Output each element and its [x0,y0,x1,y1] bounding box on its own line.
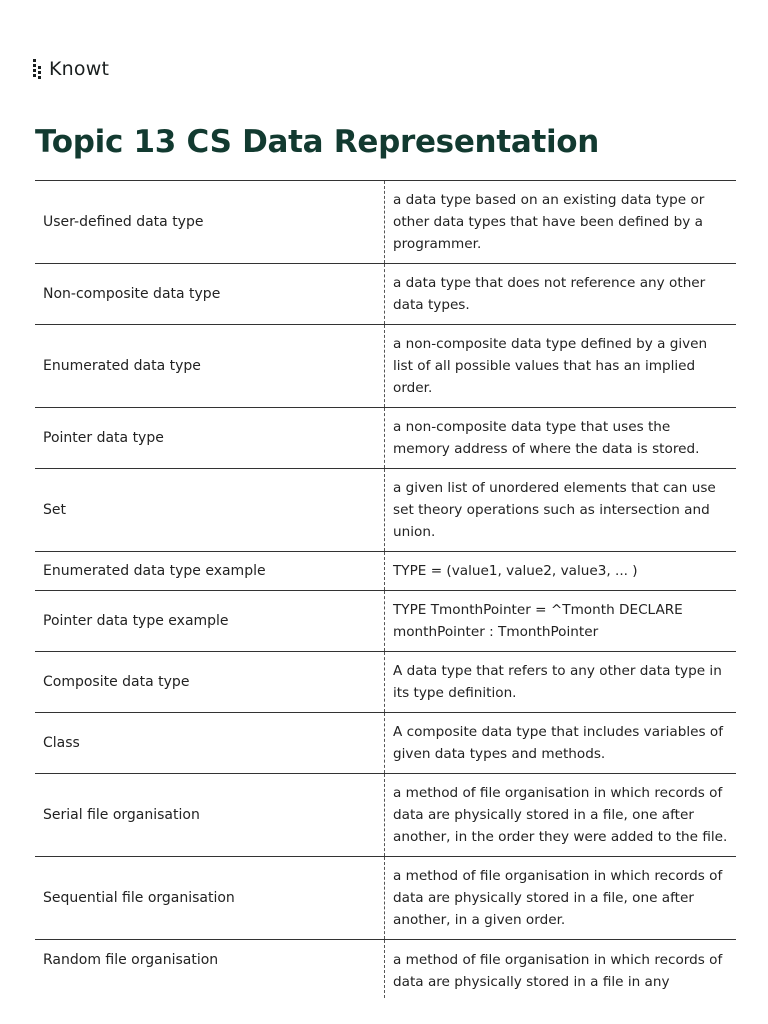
table-row [35,940,736,998]
table-row [35,552,736,591]
term-cell: Sequential file organisation [35,857,385,939]
term-cell: Pointer data type [35,408,385,468]
term-cell: Composite data type [35,652,385,712]
term-cell: User-defined data type [35,181,385,263]
term-cell: Set [35,469,385,551]
definition-cell: TYPE TmonthPointer = ^Tmonth DECLARE monthPointer : TmonthPointer [393,602,683,640]
table-row [35,652,736,713]
table-row [35,181,736,264]
definition-cell: A composite data type that includes variables of given data types and methods. [393,724,724,762]
page-title: Topic 13 CS Data Representation [35,124,600,160]
term-cell: Enumerated data type example [35,552,385,590]
definition-cell: a data type based on an existing data type or other data types that have been defined by a programmer. [393,192,705,252]
knowt-logo [33,57,109,81]
brand-name: Knowt [49,58,110,80]
table-row [35,469,736,552]
definition-cell: a method of file organisation in which records of data are physically stored in a file, one after another, in the order they were added to the file. [393,785,728,845]
term-cell: Non-composite data type [35,264,385,324]
term-cell: Serial file organisation [35,774,385,856]
term-cell: Enumerated data type [35,325,385,407]
table-row [35,774,736,857]
definition-cell: a given list of unordered elements that can use set theory operations such as intersection and union. [393,480,716,540]
definition-cell: a non-composite data type that uses the memory address of where the data is stored. [393,419,700,457]
table-row [35,264,736,325]
knowt-logo-icon [33,58,43,80]
definition-cell: a method of file organisation in which records of data are physically stored in a file in any [393,952,723,990]
definition-cell: a non-composite data type defined by a given list of all possible values that has an implied order. [393,336,708,396]
term-cell: Pointer data type example [35,591,385,651]
table-row [35,591,736,652]
definition-cell: A data type that refers to any other data type in its type definition. [393,663,722,701]
term-cell: Random file organisation [35,940,385,998]
definition-cell: a method of file organisation in which records of data are physically stored in a file, one after another, in a given order. [393,868,723,928]
definition-cell: a data type that does not reference any other data types. [393,275,706,313]
table-row [35,325,736,408]
term-cell: Class [35,713,385,773]
definition-cell: TYPE = (value1, value2, value3, ... ) [393,563,638,579]
table-row [35,713,736,774]
flashcard-table [35,180,736,998]
table-row [35,408,736,469]
table-row [35,857,736,940]
